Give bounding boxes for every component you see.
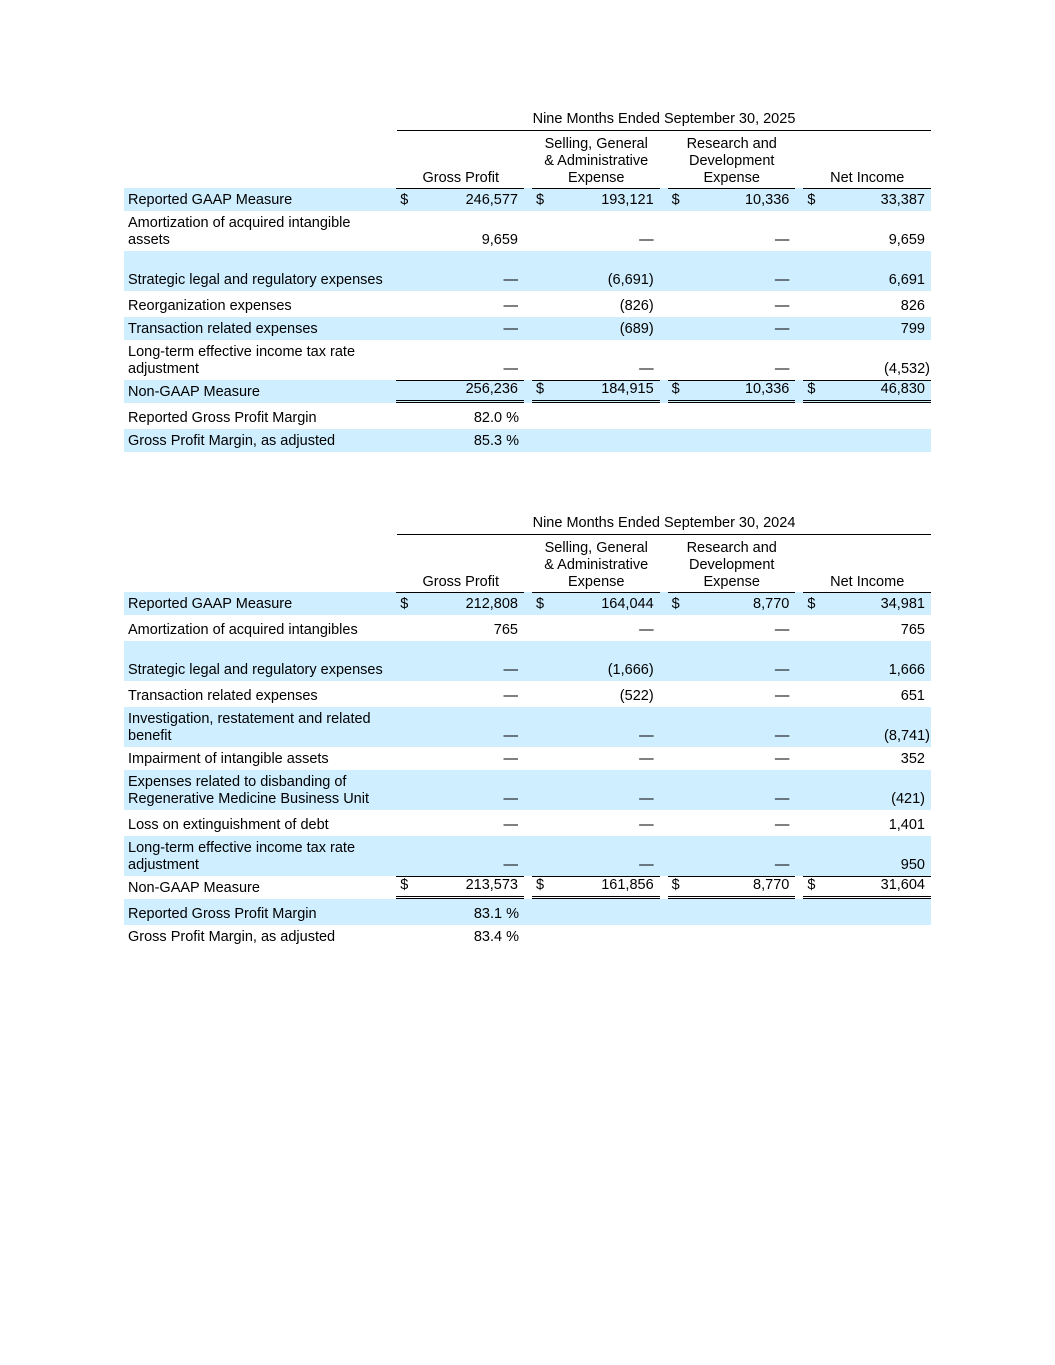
cell-rd: — xyxy=(774,321,790,337)
table-row xyxy=(124,615,931,641)
row-label: Loss on extinguishment of debt xyxy=(128,817,329,833)
cell-gross-profit: — xyxy=(503,791,518,807)
margin-row xyxy=(124,403,931,429)
cell-rd: — xyxy=(774,751,790,767)
cell-rd: — xyxy=(774,728,790,744)
currency-symbol: $ xyxy=(535,192,545,208)
currency-symbol: $ xyxy=(807,596,816,612)
cell-sga: $ 164,044 xyxy=(532,592,660,615)
cell-net-income: 765 xyxy=(900,622,925,638)
cell-margin: 83.1 % xyxy=(473,906,519,922)
cell-rd: $ 10,336 xyxy=(668,380,796,403)
reconciliation-table-2025 xyxy=(124,108,931,452)
col-rd-expense: Research and Development Expense xyxy=(686,540,777,590)
row-label: Non-GAAP Measure xyxy=(128,384,260,400)
margin-row xyxy=(124,925,931,948)
cell-rd: — xyxy=(774,817,790,833)
table-row xyxy=(124,810,931,836)
cell-net-income: (421) xyxy=(891,791,925,807)
row-label: Investigation, restatement and related benefit xyxy=(128,711,371,744)
col-gross-profit: Gross Profit xyxy=(422,170,500,186)
currency-symbol: $ xyxy=(807,381,816,397)
cell-rd: — xyxy=(774,622,790,638)
table-row xyxy=(124,251,931,291)
cell-margin: 85.3 % xyxy=(473,433,519,449)
cell-net-income: (8,741) xyxy=(884,728,930,744)
row-label: Impairment of intangible assets xyxy=(128,751,329,767)
currency-symbol: $ xyxy=(807,877,816,893)
cell-net-income: 9,659 xyxy=(888,232,925,248)
currency-symbol: $ xyxy=(671,381,680,397)
cell-net-income: 651 xyxy=(900,688,925,704)
cell-rd: $ 10,336 xyxy=(668,188,796,211)
cell-sga: (522) xyxy=(619,688,654,704)
cell-rd: — xyxy=(774,857,790,873)
cell-rd: — xyxy=(774,298,790,314)
cell-rd: $ 8,770 xyxy=(668,876,796,899)
row-label: Non-GAAP Measure xyxy=(128,880,260,896)
cell-sga: $ 193,121 xyxy=(532,188,660,211)
cell-gross-profit: — xyxy=(503,688,518,704)
row-label: Strategic legal and regulatory expenses xyxy=(128,272,383,288)
cell-gross-profit: — xyxy=(503,298,518,314)
cell-rd: — xyxy=(774,361,790,377)
cell-sga: (6,691) xyxy=(607,272,654,288)
table-row xyxy=(124,340,931,380)
cell-sga: — xyxy=(639,361,654,377)
cell-net-income: $ 34,981 xyxy=(803,592,931,615)
table-row xyxy=(124,211,931,251)
cell-net-income: $ 31,604 xyxy=(803,876,931,899)
col-gross-profit: Gross Profit xyxy=(422,574,500,590)
cell-sga: — xyxy=(639,751,654,767)
table-row xyxy=(124,291,931,317)
cell-rd: — xyxy=(774,662,790,678)
cell-gross-profit: — xyxy=(503,857,518,873)
row-label: Long-term effective income tax rate adjustment xyxy=(128,840,356,873)
cell-sga: — xyxy=(639,232,654,248)
row-label: Reported GAAP Measure xyxy=(128,192,293,208)
cell-rd: — xyxy=(774,791,790,807)
row-label: Transaction related expenses xyxy=(128,688,318,704)
cell-sga: — xyxy=(639,817,654,833)
table-row xyxy=(124,641,931,681)
col-sga-expense: Selling, General & Administrative Expense xyxy=(544,136,649,186)
cell-net-income: 1,401 xyxy=(888,817,925,833)
cell-sga: (826) xyxy=(619,298,654,314)
cell-sga: $ 184,915 xyxy=(532,380,660,403)
row-label: Long-term effective income tax rate adjustment xyxy=(128,344,356,377)
cell-gross-profit: $ 212,808 xyxy=(396,592,524,615)
row-label: Reported Gross Profit Margin xyxy=(128,410,317,426)
margin-row xyxy=(124,899,931,925)
margin-row xyxy=(124,429,931,452)
currency-symbol: $ xyxy=(535,596,545,612)
table-row xyxy=(124,876,931,899)
row-label: Gross Profit Margin, as adjusted xyxy=(128,433,336,449)
row-label: Reorganization expenses xyxy=(128,298,292,314)
table-row xyxy=(124,747,931,770)
cell-net-income: 826 xyxy=(900,298,925,314)
currency-symbol: $ xyxy=(400,192,409,208)
cell-net-income: 6,691 xyxy=(888,272,925,288)
cell-sga: — xyxy=(639,857,654,873)
cell-gross-profit: 9,659 xyxy=(481,232,518,248)
currency-symbol: $ xyxy=(671,596,680,612)
cell-sga: — xyxy=(639,622,654,638)
table-row xyxy=(124,681,931,707)
cell-margin: 83.4 % xyxy=(473,929,519,945)
cell-net-income: $ 46,830 xyxy=(803,380,931,403)
column-headers xyxy=(397,130,931,188)
cell-gross-profit: $ 246,577 xyxy=(396,188,524,211)
currency-symbol: $ xyxy=(671,877,680,893)
row-label: Reported Gross Profit Margin xyxy=(128,906,317,922)
cell-rd: — xyxy=(774,272,790,288)
cell-rd: — xyxy=(774,688,790,704)
table-row xyxy=(124,770,931,810)
currency-symbol: $ xyxy=(535,381,545,397)
cell-margin: 82.0 % xyxy=(473,410,519,426)
period-header: Nine Months Ended September 30, 2025 xyxy=(532,111,796,127)
cell-rd: $ 8,770 xyxy=(668,592,796,615)
cell-gross-profit: — xyxy=(503,728,518,744)
table-row xyxy=(124,836,931,876)
cell-gross-profit: — xyxy=(503,361,518,377)
cell-rd: — xyxy=(774,232,790,248)
row-label: Strategic legal and regulatory expenses xyxy=(128,662,383,678)
col-net-income: Net Income xyxy=(830,574,905,590)
row-label: Amortization of acquired intangible assets xyxy=(128,215,351,248)
table-row xyxy=(124,317,931,340)
cell-gross-profit: — xyxy=(503,272,518,288)
cell-net-income: 799 xyxy=(900,321,925,337)
cell-gross-profit: — xyxy=(503,662,518,678)
currency-symbol: $ xyxy=(400,877,409,893)
cell-net-income: 352 xyxy=(900,751,925,767)
cell-sga: (1,666) xyxy=(607,662,654,678)
row-label: Amortization of acquired intangibles xyxy=(128,622,358,638)
currency-symbol: $ xyxy=(807,192,816,208)
col-sga-expense: Selling, General & Administrative Expense xyxy=(544,540,649,590)
row-label: Reported GAAP Measure xyxy=(128,596,293,612)
cell-gross-profit: $ 213,573 xyxy=(396,876,524,899)
cell-gross-profit: — xyxy=(503,321,518,337)
currency-symbol: $ xyxy=(671,192,680,208)
cell-gross-profit: 256,236 xyxy=(396,380,524,403)
cell-sga: — xyxy=(639,728,654,744)
col-rd-expense: Research and Development Expense xyxy=(686,136,777,186)
row-label: Gross Profit Margin, as adjusted xyxy=(128,929,336,945)
column-headers xyxy=(397,534,931,592)
table-row xyxy=(124,707,931,747)
cell-net-income: 1,666 xyxy=(888,662,925,678)
cell-gross-profit: — xyxy=(503,751,518,767)
reconciliation-table-2024 xyxy=(124,512,931,948)
col-net-income: Net Income xyxy=(830,170,905,186)
table-row xyxy=(124,592,931,615)
cell-gross-profit: — xyxy=(503,817,518,833)
cell-gross-profit: 765 xyxy=(493,622,518,638)
table-row xyxy=(124,380,931,403)
period-header: Nine Months Ended September 30, 2024 xyxy=(532,515,796,531)
cell-sga: $ 161,856 xyxy=(532,876,660,899)
currency-symbol: $ xyxy=(400,596,409,612)
cell-sga: (689) xyxy=(619,321,654,337)
cell-net-income: (4,532) xyxy=(884,361,930,377)
cell-net-income: $ 33,387 xyxy=(803,188,931,211)
row-label: Expenses related to disbanding of Regenerative Medicine Business Unit xyxy=(128,774,369,807)
cell-net-income: 950 xyxy=(900,857,925,873)
currency-symbol: $ xyxy=(535,877,545,893)
cell-sga: — xyxy=(639,791,654,807)
row-label: Transaction related expenses xyxy=(128,321,318,337)
table-row xyxy=(124,188,931,211)
